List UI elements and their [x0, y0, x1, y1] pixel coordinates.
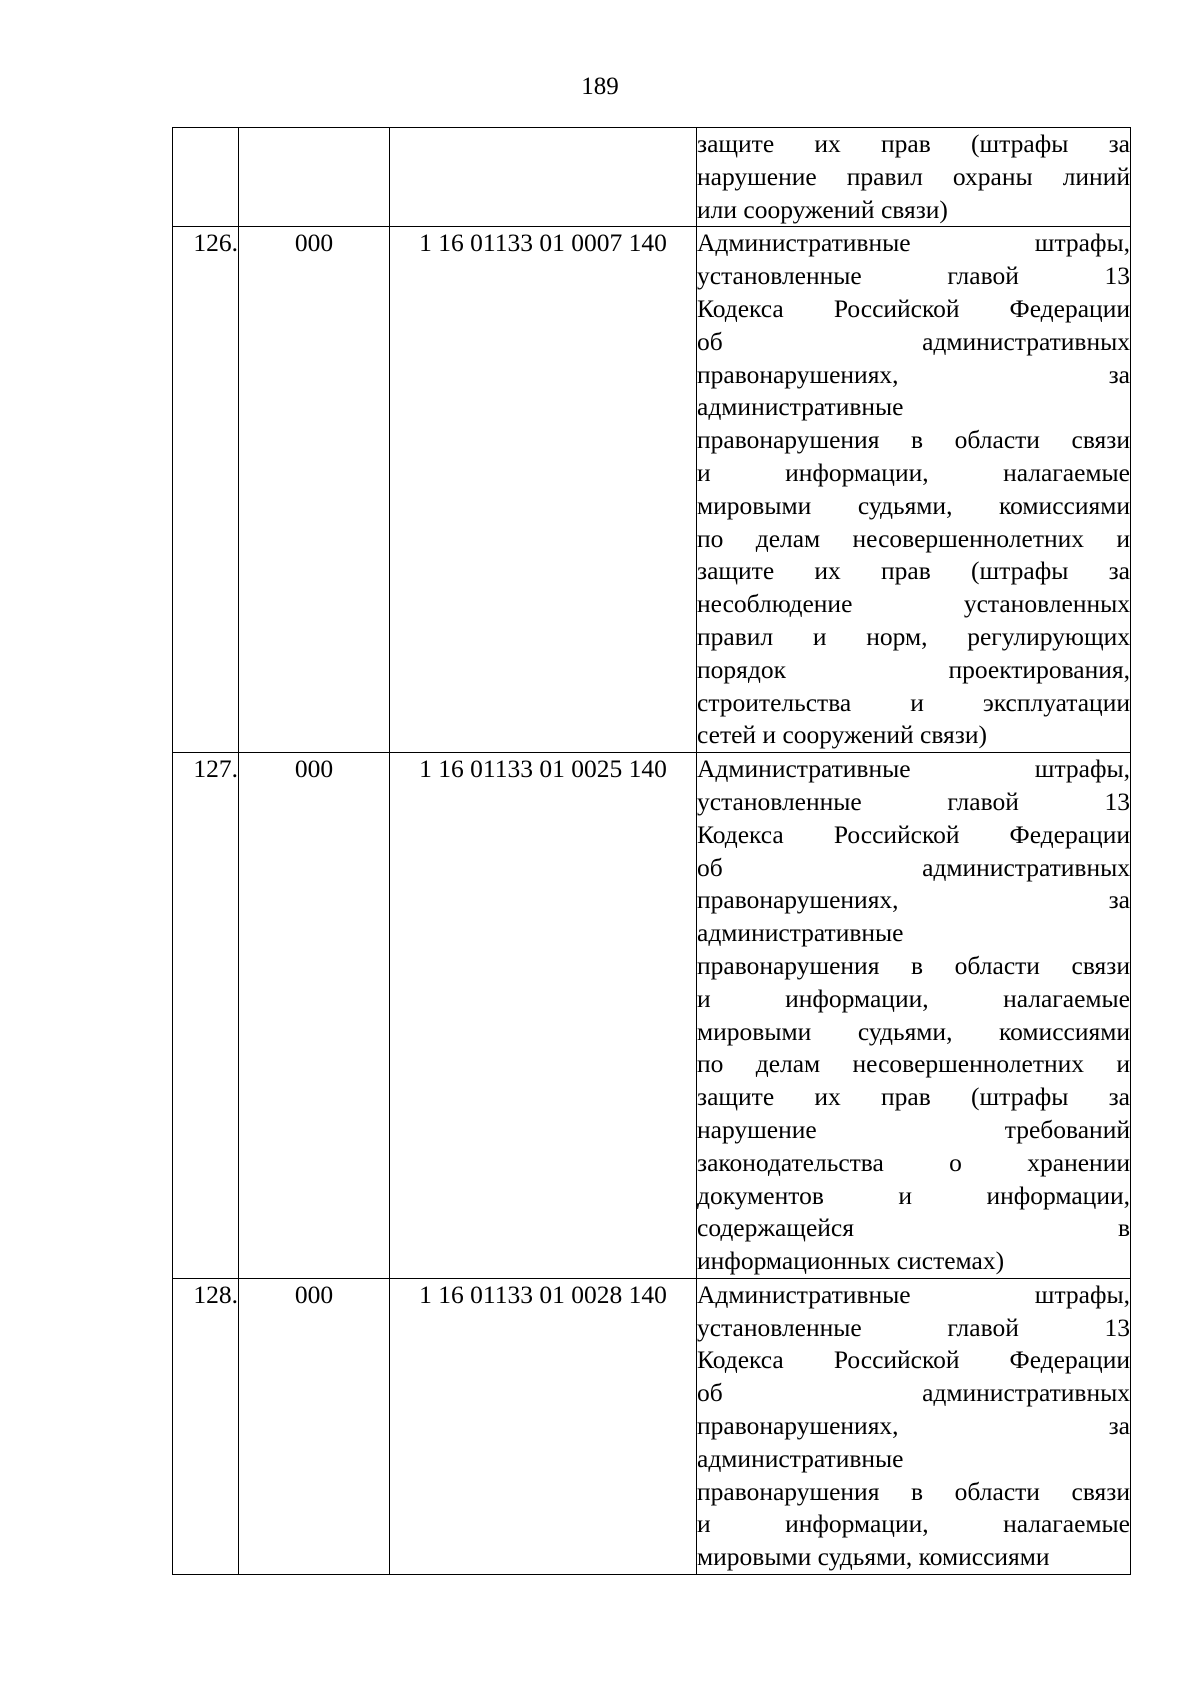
description-line: и информации, налагаемые [697, 1509, 1130, 1539]
kbk-code-cell: 1 16 01133 01 0025 140 [390, 753, 697, 1279]
description-cell [697, 1278, 1131, 1574]
description-line: защите их прав (штрафы за [697, 1082, 1130, 1112]
admin-code-cell: 000 [239, 753, 390, 1279]
description-line: нарушение правил охраны линий [697, 161, 1130, 191]
description-line: об административных [697, 1378, 1130, 1408]
description-line: установленные главой 13 [697, 786, 1130, 816]
description-line: правил и норм, регулирующих [697, 621, 1130, 651]
description-line: правонарушениях, за [697, 885, 1130, 915]
description-line: содержащейся в [697, 1213, 1130, 1243]
row-number-cell: 126. [173, 227, 239, 753]
description-line: строительства и эксплуатации [697, 687, 1130, 717]
kbk-code-cell: 1 16 01133 01 0028 140 [390, 1278, 697, 1574]
description-line: правонарушениях, за [697, 359, 1130, 389]
description-line: документов и информации, [697, 1180, 1130, 1210]
row-number-cell: 127. [173, 753, 239, 1279]
description-line: установленные главой 13 [697, 1312, 1130, 1342]
description-line: по делам несовершеннолетних и [697, 1049, 1130, 1079]
description-line: об административных [697, 326, 1130, 356]
table-row [173, 753, 1131, 1279]
description-line: и информации, налагаемые [697, 983, 1130, 1013]
description-line: информационных системах) [697, 1246, 1005, 1276]
description-line: административные [697, 1443, 904, 1473]
admin-code-cell [239, 128, 390, 227]
description-line: мировыми судьями, комиссиями [697, 1542, 1050, 1572]
admin-code-cell: 000 [239, 227, 390, 753]
table-row [173, 227, 1131, 753]
description-line: защите их прав (штрафы за [697, 129, 1130, 158]
table-row [173, 1278, 1131, 1574]
kbk-code-cell: 1 16 01133 01 0007 140 [390, 227, 697, 753]
description-line: административные [697, 918, 904, 948]
description-line: правонарушения в области связи [697, 425, 1130, 455]
table-row [173, 128, 1131, 227]
description-cell [697, 753, 1131, 1279]
row-number-cell [173, 128, 239, 227]
description-line: порядок проектирования, [697, 654, 1130, 684]
description-line: Административные штрафы, [697, 228, 1130, 258]
description-line: Кодекса Российской Федерации [697, 293, 1130, 323]
description-line: Кодекса Российской Федерации [697, 1345, 1130, 1375]
description-line: Административные штрафы, [697, 754, 1130, 784]
description-line: Кодекса Российской Федерации [697, 819, 1130, 849]
description-line: об административных [697, 852, 1130, 882]
row-number-cell: 128. [173, 1278, 239, 1574]
table-body [173, 128, 1131, 1575]
description-line: защите их прав (штрафы за [697, 556, 1130, 586]
page-number: 189 [581, 73, 619, 100]
description-line: несоблюдение установленных [697, 589, 1130, 619]
description-line: мировыми судьями, комиссиями [697, 1016, 1130, 1046]
description-line: правонарушениях, за [697, 1411, 1130, 1441]
description-line: правонарушения в области связи [697, 1476, 1130, 1506]
description-line: и информации, налагаемые [697, 457, 1130, 487]
description-cell [697, 227, 1131, 753]
description-line: законодательства о хранении [697, 1147, 1130, 1177]
description-line: Административные штрафы, [697, 1279, 1130, 1309]
description-line: правонарушения в области связи [697, 950, 1130, 980]
description-line: по делам несовершеннолетних и [697, 523, 1130, 553]
admin-code-cell: 000 [239, 1278, 390, 1574]
description-line: сетей и сооружений связи) [697, 720, 987, 750]
description-line: нарушение требований [697, 1114, 1130, 1144]
description-line: мировыми судьями, комиссиями [697, 490, 1130, 520]
kbk-code-cell [390, 128, 697, 227]
budget-classification-table [172, 127, 1131, 1575]
description-line: административные [697, 392, 904, 422]
description-cell [697, 128, 1131, 227]
description-line: или сооружений связи) [697, 194, 948, 224]
description-line: установленные главой 13 [697, 261, 1130, 291]
